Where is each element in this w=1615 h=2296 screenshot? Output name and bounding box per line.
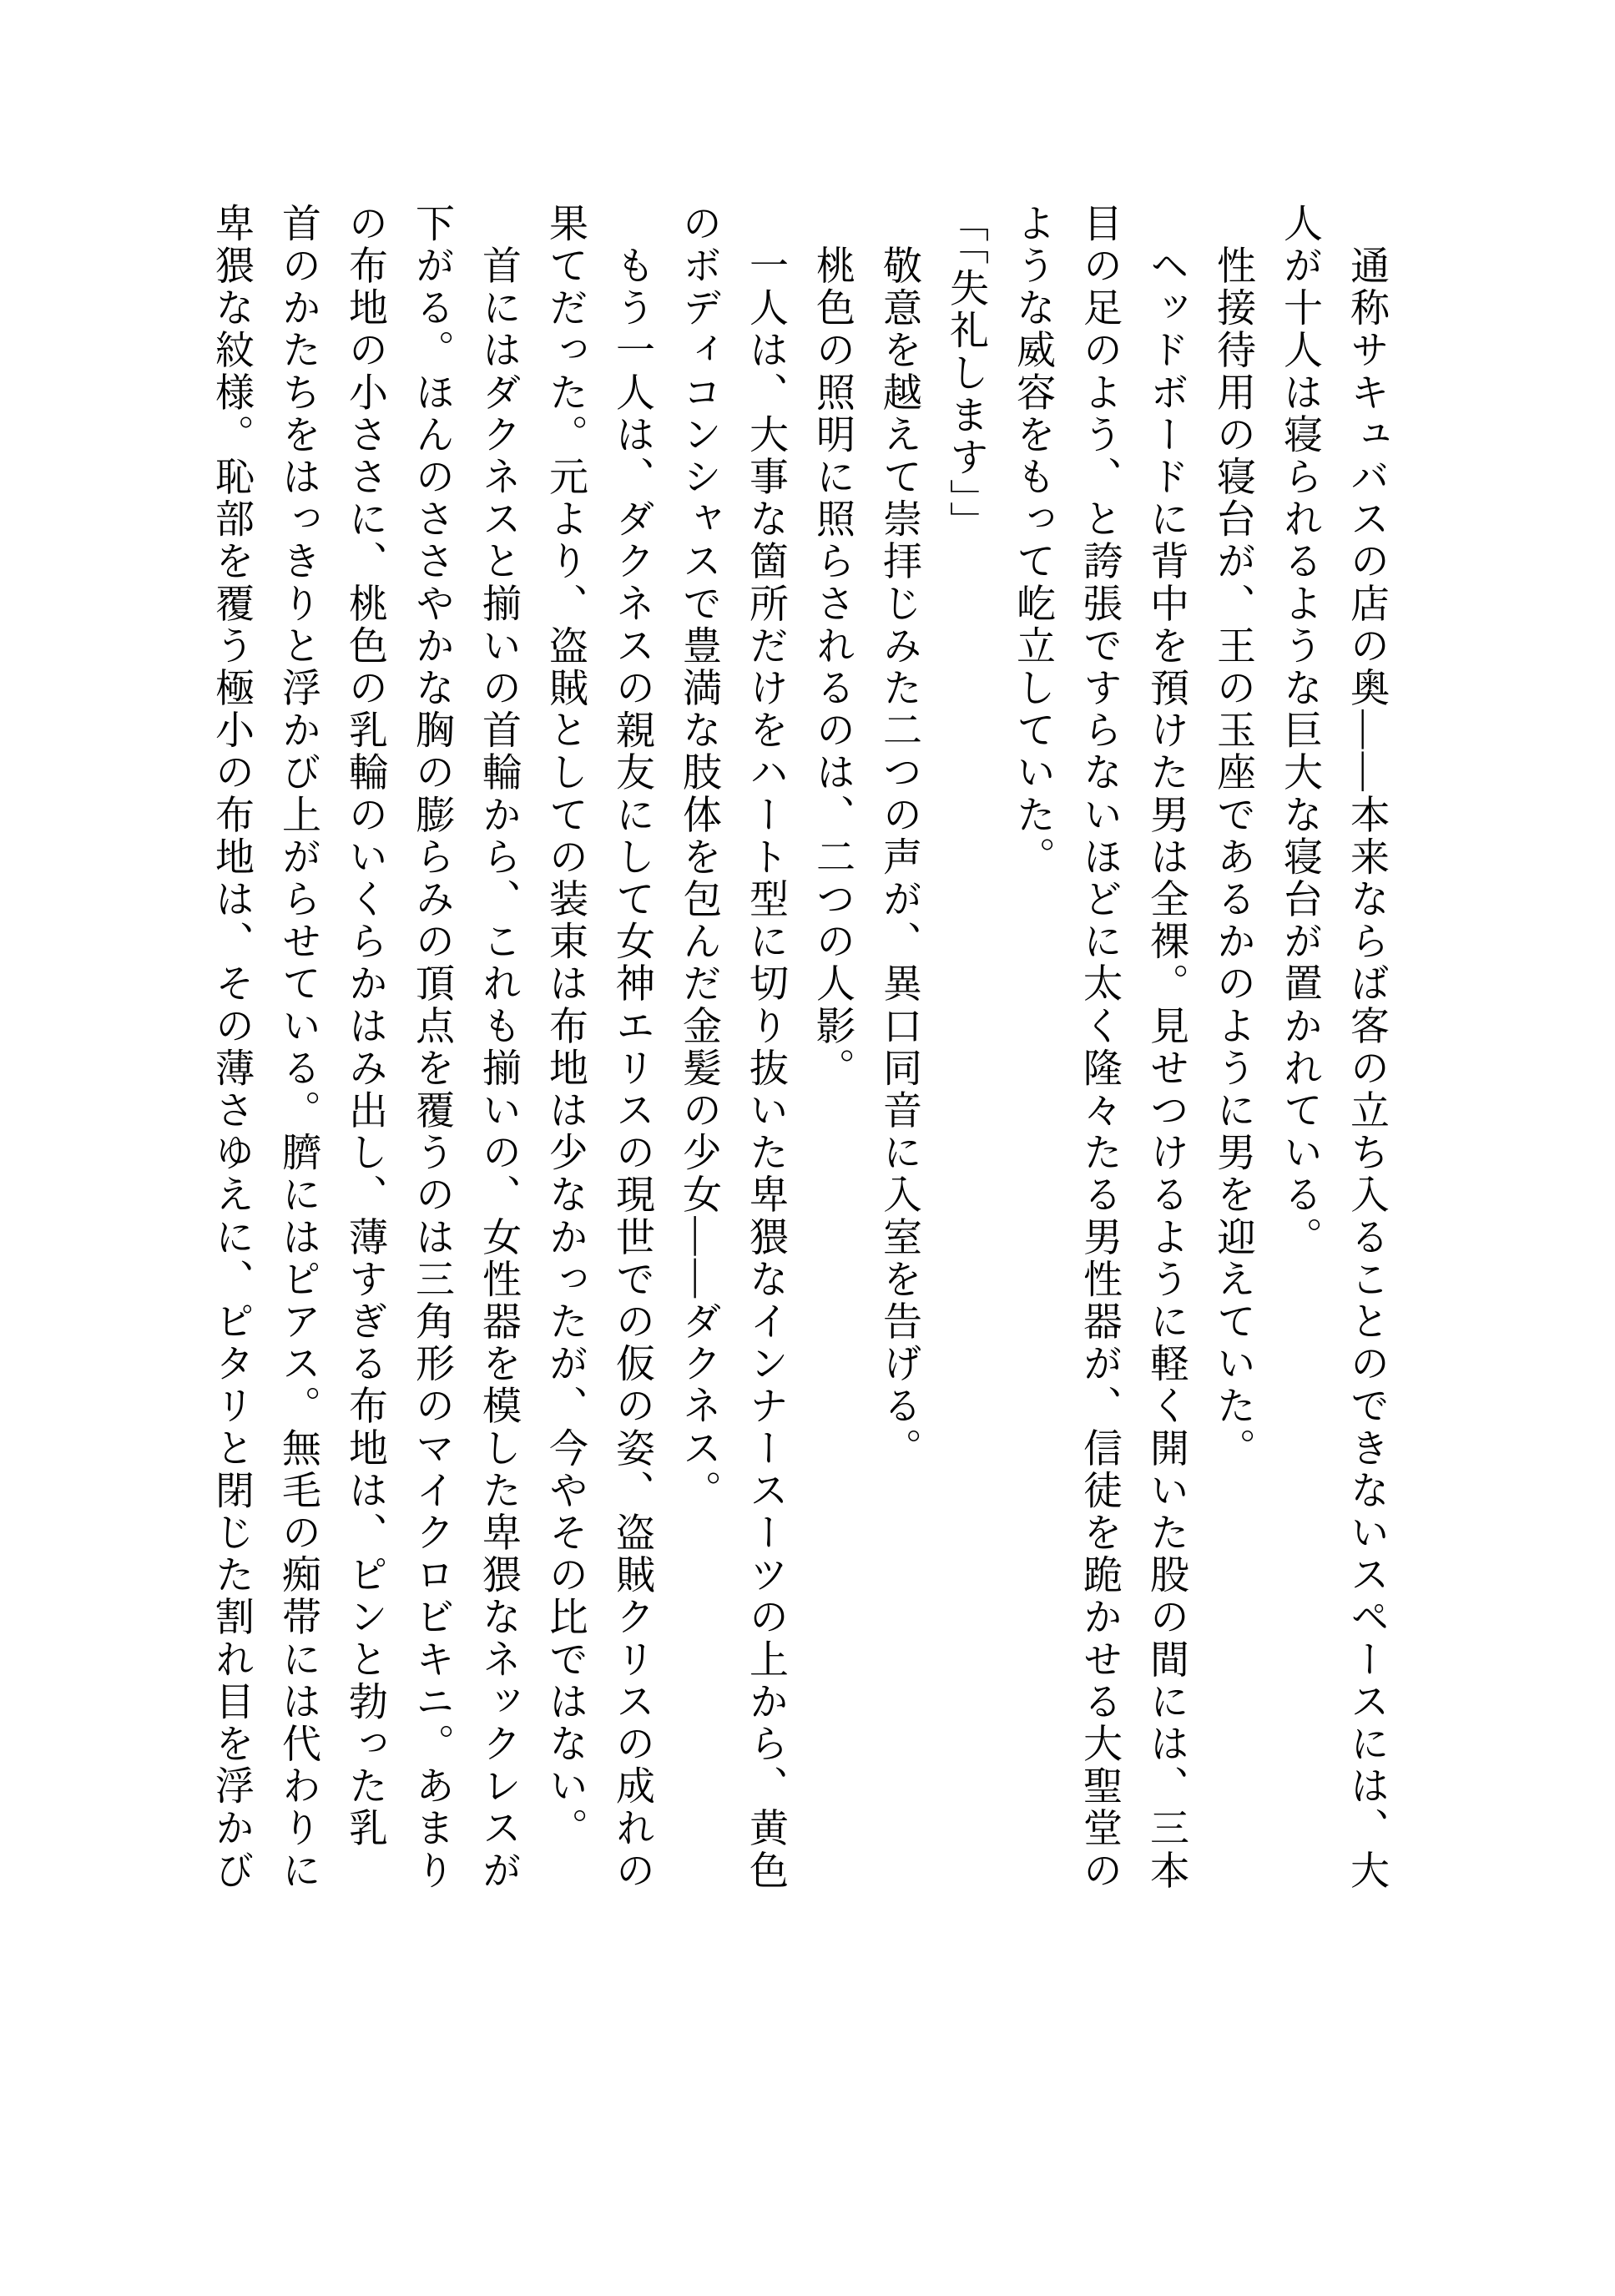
text-column-5: 目の足のよう、と誇張ですらないほどに太く隆々たる男性器が、信徒を跪かせる大聖堂の [1078,203,1121,1892]
text-column-18: 卑猥な紋様。恥部を覆う極小の布地は、その薄さゆえに、ピタリと閉じた割れ目を浮かび [209,203,253,1892]
text-column-14: 首にはダクネスと揃いの首輪から、これも揃いの、女性器を模した卑猥なネックレスが [477,203,520,1892]
text-column-4: ヘッドボードに背中を預けた男は全裸。見せつけるように軽く開いた股の間には、三本 [1144,203,1188,1892]
text-column-6: ような威容をもって屹立していた。 [1011,203,1054,879]
text-column-17: 首のかたちをはっきりと浮かび上がらせている。臍にはピアス。無毛の痴帯には代わりに [276,203,320,1892]
text-column-9: 桃色の照明に照らされるのは、二つの人影。 [810,203,854,1090]
text-column-13: 果てだった。元より、盗賊としての装束は布地は少なかったが、今やその比ではない。 [543,203,587,1850]
text-column-2: 人が十人は寝られるような巨大な寝台が置かれている。 [1278,203,1321,1259]
text-column-10: 一人は、大事な箇所だけをハート型に切り抜いた卑猥なインナースーツの上から、黄色 [744,203,787,1892]
text-column-15: 下がる。ほんのささやかな胸の膨らみの頂点を覆うのは三角形のマイクロビキニ。あまり [410,203,453,1892]
text-column-16: の布地の小ささに、桃色の乳輪のいくらかはみ出し、薄すぎる布地は、ピンと勃った乳 [343,203,386,1850]
text-column-3: 性接待用の寝台が、王の玉座であるかのように男を迎えていた。 [1211,203,1254,1470]
vertical-text-area [198,203,1400,1922]
text-column-12: もう一人は、ダクネスの親友にして女神エリスの現世での仮の姿、盗賊クリスの成れの [610,203,654,1892]
text-column-1: 通称サキュバスの店の奥――本来ならば客の立ち入ることのできないスペースには、大 [1345,203,1388,1892]
text-column-11: のボディコンシャスで豊満な肢体を包んだ金髪の少女――ダクネス。 [677,203,720,1512]
text-column-7-dialogue: 「「失礼します」」 [944,203,987,544]
text-column-8: 敬意を越えて崇拝じみた二つの声が、異口同音に入室を告げる。 [877,203,921,1470]
